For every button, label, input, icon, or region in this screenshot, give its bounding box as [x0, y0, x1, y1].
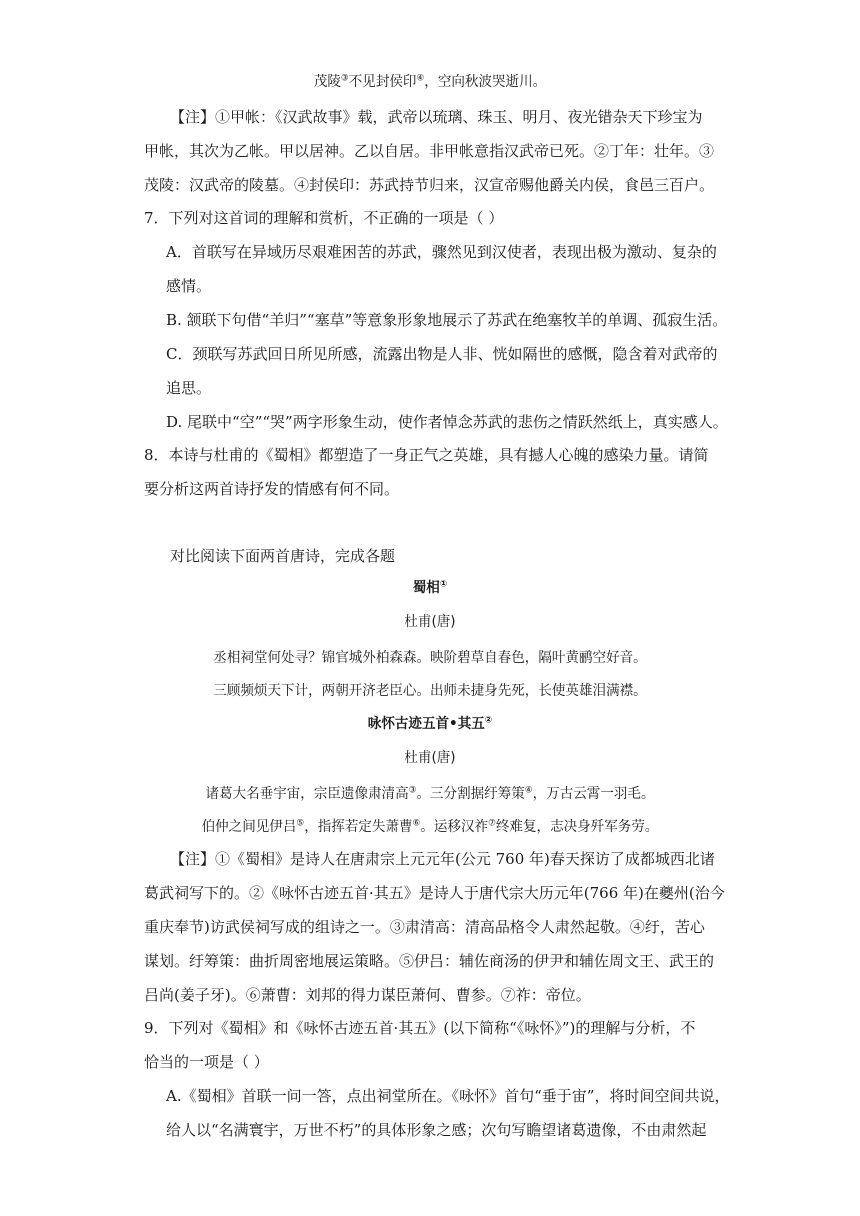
note-line: 茂陵：汉武帝的陵墓。④封侯印：苏武持节归来，汉宣帝赐他爵关内侯，食邑三百户。 — [144, 176, 715, 194]
q7-option-a: A．首联写在异域历尽艰难困苦的苏武，骤然见到汉使者，表现出极为激动、复杂的 — [166, 243, 717, 261]
poem1-line: 三顾频烦天下计，两朝开济老臣心。出师未捷身先死，长使英雄泪满襟。 — [213, 683, 647, 699]
q7-option-b: B. 颔联下句借“羊归”“塞草”等意象形象地展示了苏武在绝塞牧羊的单调、孤寂生活。 — [166, 311, 728, 329]
question-8-stem-cont: 要分析这两首诗抒发的情感有何不同。 — [144, 480, 400, 498]
note-line: 重庆奉节)访武侯祠写成的组诗之一。③肃清高：清高品格令人肃然起敬。④纡，苦心 — [144, 918, 705, 936]
q7-option-c: C．颈联写苏武回日所见所感，流露出物是人非、恍如隔世的感慨，隐含着对武帝的 — [166, 345, 718, 363]
question-9-stem-cont: 恰当的一项是（ ） — [144, 1053, 269, 1071]
question-9-stem: 9．下列对《蜀相》和《咏怀古迹五首·其五》(以下简称“《咏怀》”)的理解与分析，不 — [144, 1019, 696, 1037]
section-intro: 对比阅读下面两首唐诗，完成各题 — [170, 547, 396, 565]
q9-option-a: A.《蜀相》首联一问一答，点出祠堂所在。《咏怀》首句“垂于宙”，将时间空间共说， — [166, 1087, 730, 1105]
q9-option-a-cont: 给人以“名满寰宇，万世不朽”的具体形象之感；次句写瞻望诸葛遗像，不由肃然起 — [166, 1121, 707, 1139]
note-line: 谋划。纡筹策：曲折周密地展运策略。⑤伊吕：辅佐商汤的伊尹和辅佐周文王、武王的 — [144, 952, 715, 970]
q7-option-c-cont: 追思。 — [166, 379, 212, 397]
note-line: 【注】①甲帐：《汉武故事》载，武帝以琉璃、珠玉、明月、夜光错杂天下珍宝为 — [170, 108, 703, 126]
question-7-stem: 7．下列对这首词的理解和赏析，不正确的一项是（ ） — [144, 209, 504, 227]
poem2-line: 诸葛大名垂宇宙，宗臣遗像肃清高③。三分割据纡筹策④，万古云霄一羽毛。 — [205, 785, 655, 802]
poem2-line: 伯仲之间见伊吕⑤，指挥若定失萧曹⑥。运移汉祚⑦终难复，志决身歼军务劳。 — [201, 818, 659, 835]
q7-option-a-cont: 感情。 — [166, 277, 212, 295]
note-line: 甲帐，其次为乙帐。甲以居神。乙以自居。非甲帐意指汉武帝已死。②丁年：壮年。③ — [144, 142, 715, 160]
poem1-title: 蜀相① — [412, 579, 448, 596]
note-line: 葛武祠写下的。②《咏怀古迹五首·其五》是诗人于唐代宗大历元年(766 年)在夔州(治今 — [144, 884, 725, 902]
poem2-author: 杜甫(唐) — [404, 750, 456, 766]
poem1-author: 杜甫(唐) — [404, 614, 456, 630]
poem2-title: 咏怀古迹五首•其五② — [367, 715, 493, 732]
poem-final-line: 茂陵③不见封侯印④，空向秋波哭逝川。 — [313, 73, 547, 90]
q7-option-d: D. 尾联中“空”“哭”两字形象生动，使作者悼念苏武的悲伤之情跃然纸上，真实感人。 — [166, 413, 728, 431]
question-8-stem: 8．本诗与杜甫的《蜀相》都塑造了一身正气之英雄，具有撼人心魄的感染力量。请简 — [144, 446, 709, 464]
poem1-line: 丞相祠堂何处寻？锦官城外柏森森。映阶碧草自春色，隔叶黄鹂空好音。 — [213, 650, 647, 666]
note-line: 【注】①《蜀相》是诗人在唐肃宗上元元年(公元 760 年)春天探访了成都城西北诸 — [170, 850, 715, 868]
note-line: 吕尚(姜子牙)。⑥萧曹：刘邦的得力谋臣萧何、曹参。⑦祚：帝位。 — [144, 986, 591, 1004]
